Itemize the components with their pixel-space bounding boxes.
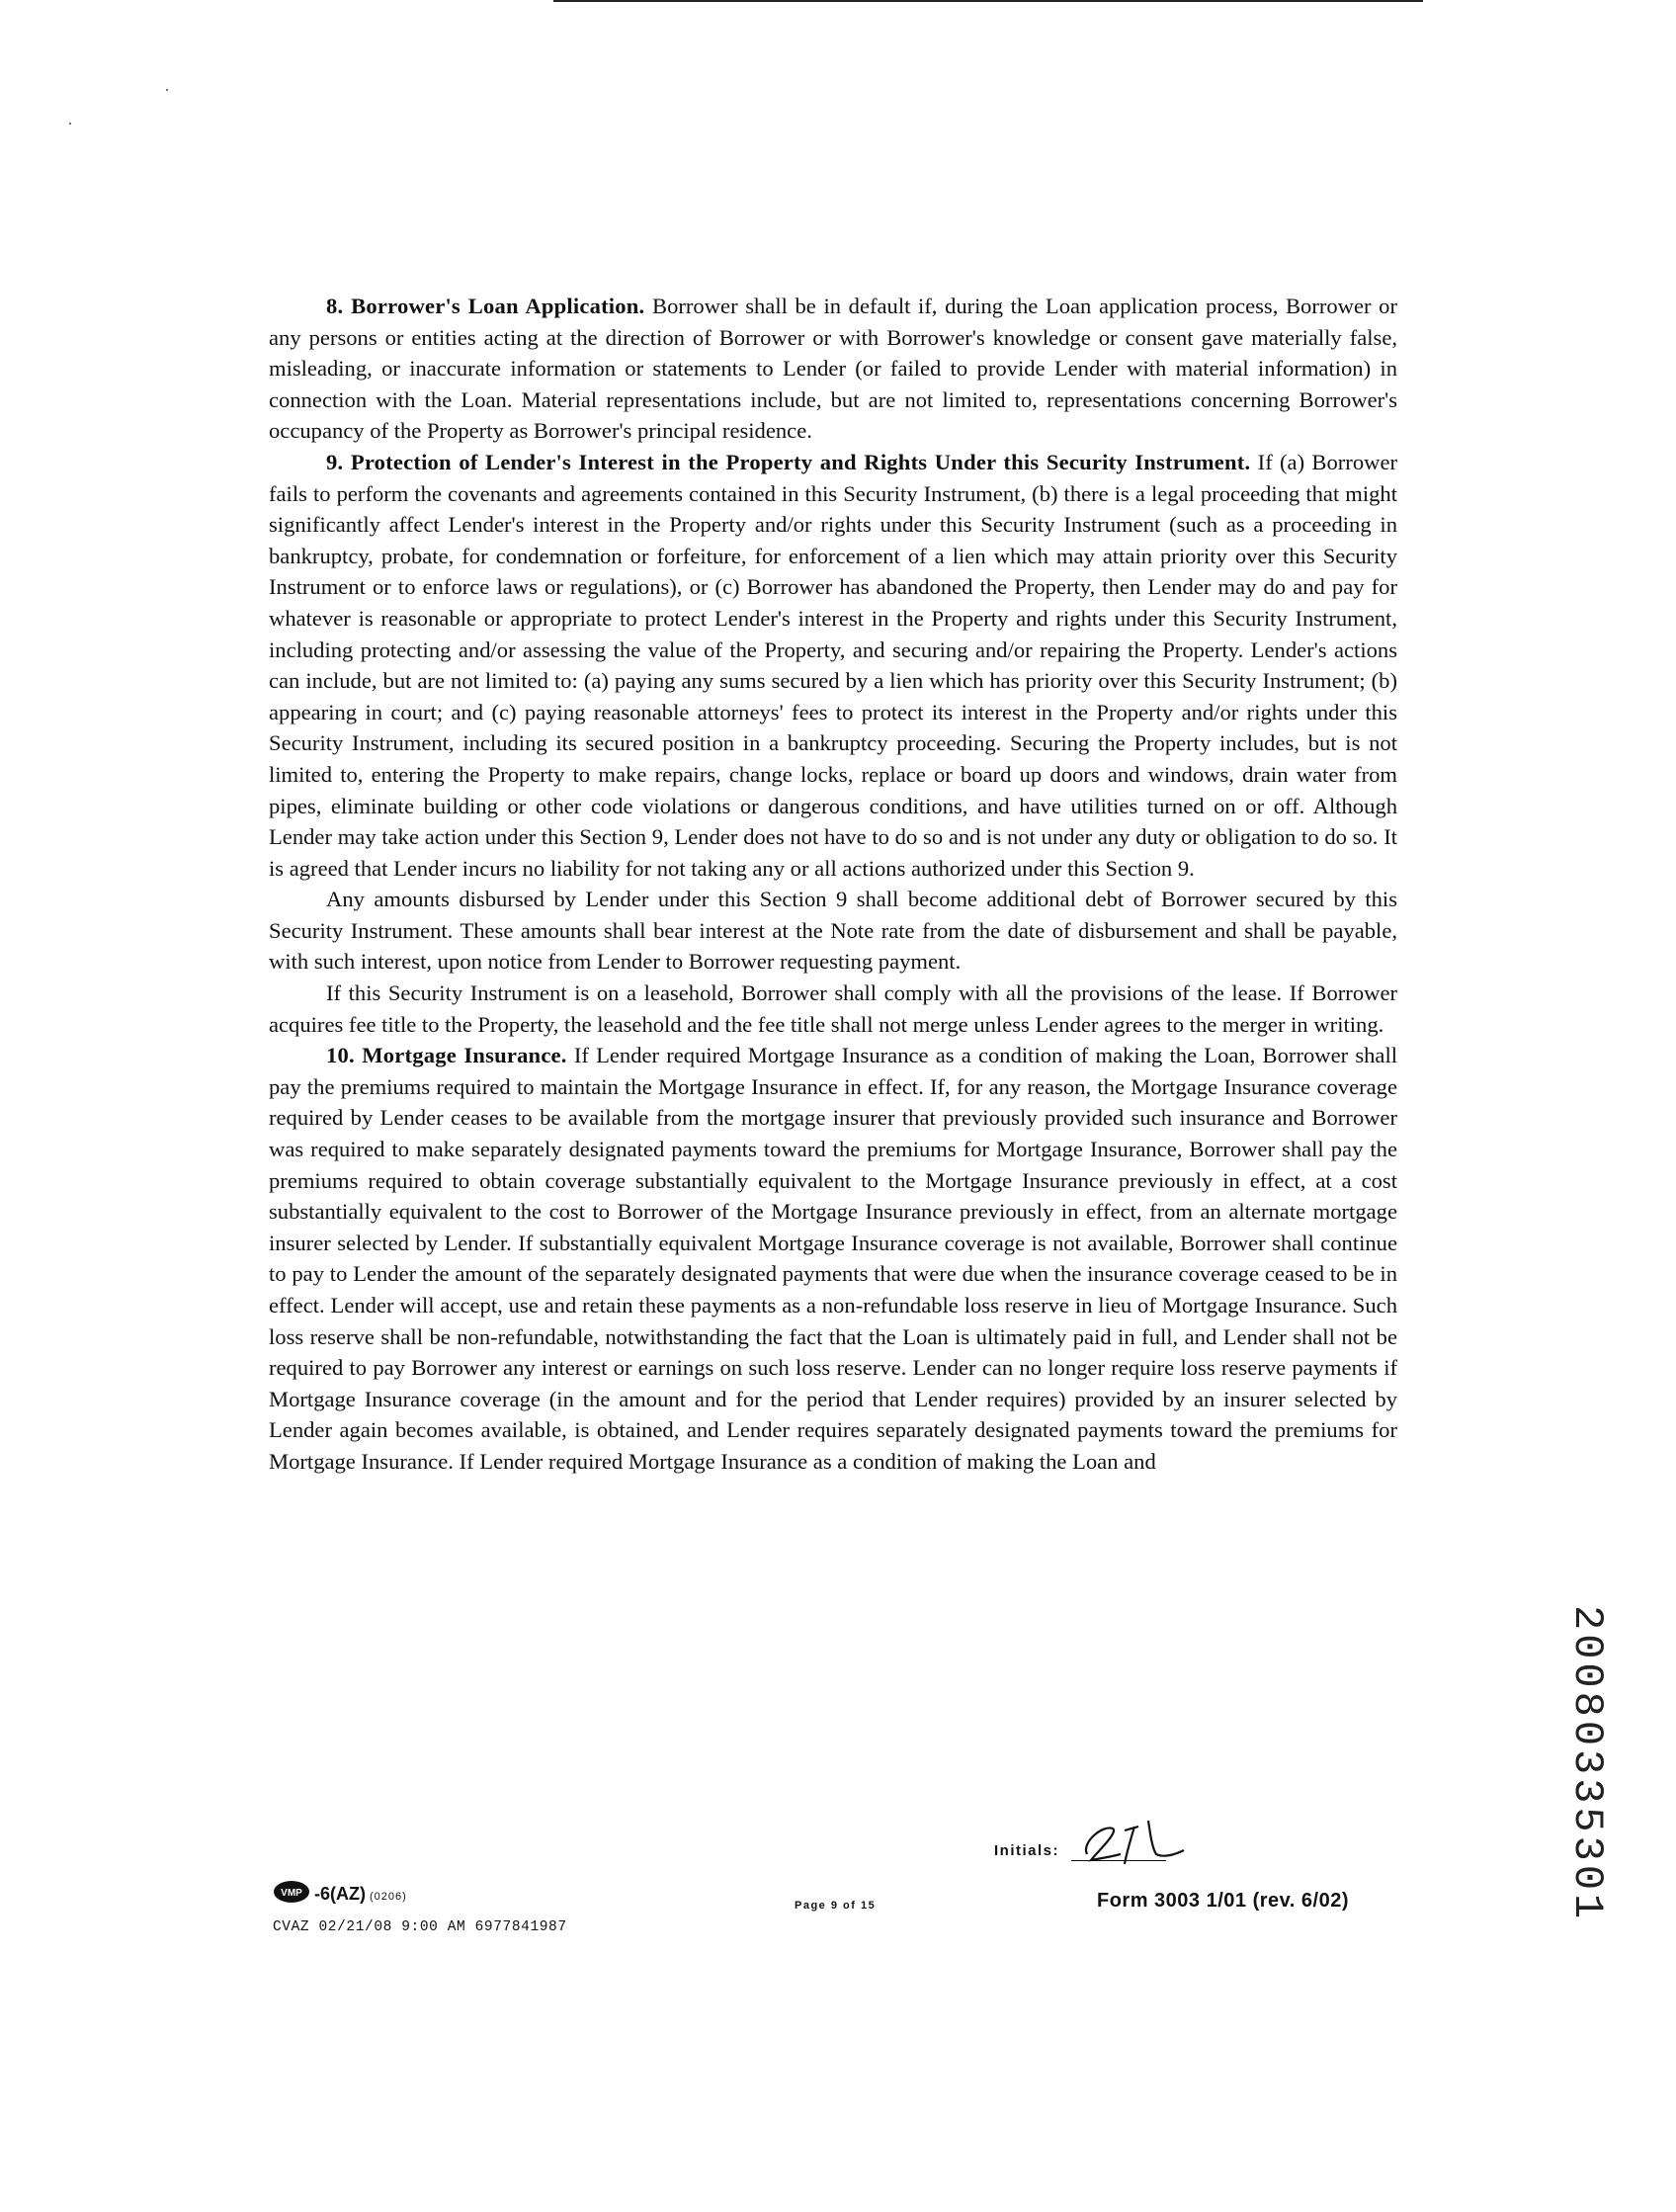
form-code-date: (0206) [370, 1891, 407, 1903]
section-9 [269, 447, 1397, 884]
page-number: Page 9 of 15 [795, 1900, 877, 1912]
initials-signature [1073, 1815, 1231, 1870]
form-number: Form 3003 1/01 (rev. 6/02) [1097, 1890, 1349, 1912]
section-8-heading: 8. Borrower's Loan Application. [326, 294, 645, 318]
vmp-logo-icon [273, 1880, 310, 1904]
section-9-paragraph-3 [269, 978, 1397, 1040]
section-10-text: If Lender required Mortgage Insurance as a condition of making the Loan, Borrower shall pay the premiums required to maintain the Mortgage Insurance in effect. If, for any reason, the Mortgage Insurance coverage required by Lender ceases to be available from the mortgage insurer that previously provided such insurance and Borrower was required to make separately designated payments toward the premiums for Mortgage Insurance, Borrower shall pay the premiums required to obtain coverage substantially equivalent to the Mortgage Insurance previously in effect, at a cost substantially equivalent to the cost to Borrower of the Mortgage Insurance previously in effect, from an alternate mortgage insurer selected by Lender. If substantially equivalent Mortgage Insurance coverage is not available, Borrower shall continue to pay to Lender the amount of the separately designated payments that were due when the insurance coverage ceased to be in effect. Lender will accept, use and retain these payments as a non-refundable loss reserve in lieu of Mortgage Insurance. Such loss reserve shall be non-refundable, notwithstanding the fact that the Loan is ultimately paid in full, and Lender shall not be required to pay Borrower any interest or earnings on such loss reserve. Lender can no longer require loss reserve payments if Mortgage Insurance coverage (in the amount and for the period that Lender requires) provided by an insurer selected by Lender again becomes available, is obtained, and Lender requires separately designated payments toward the premiums for Mortgage Insurance. If Lender required Mortgage Insurance as a condition of making the Loan and [269, 1043, 1397, 1474]
section-9-paragraph-2 [269, 884, 1397, 978]
section-10-heading: 10. Mortgage Insurance. [326, 1043, 567, 1068]
initials-label: Initials: [994, 1842, 1060, 1859]
recording-stamp: 20080335301 [1563, 1605, 1611, 1923]
section-8 [269, 291, 1397, 447]
section-8-text: Borrower shall be in default if, during the Loan application process, Borrower or any persons or entities acting at the direction of Borrower or with Borrower's knowledge or consent gave materially false, misleading, or inaccurate information or statements to Lender (or failed to provide Lender with material information) in connection with the Loan. Material representations include, but are not limited to, representations concerning Borrower's occupancy of the Property as Borrower's principal residence. [269, 294, 1397, 444]
scan-speck [166, 89, 168, 91]
paragraph-text: If this Security Instrument is on a leasehold, Borrower shall comply with all the provisions of the lease. If Borrower acquires fee title to the Property, the leasehold and the fee title shall not merge unless Lender agrees to the merger in writing. [269, 980, 1397, 1037]
section-9-heading: 9. Protection of Lender's Interest in the Property and Rights Under this Security Instrument. [326, 449, 1251, 474]
form-code-value: -6(AZ) [314, 1884, 366, 1904]
vmp-logo-text: VMP [281, 1888, 302, 1899]
scan-speck [69, 123, 71, 125]
section-10 [269, 1040, 1397, 1477]
section-9-text: If (a) Borrower fails to perform the covenants and agreements contained in this Security Instrument, (b) there is a legal proceeding that might significantly affect Lender's interest in the Property and/or rights under this Security Instrument (such as a proceeding in bankruptcy, probate, for condemnation or forfeiture, for enforcement of a lien which may attain priority over this Security Instrument or to enforce laws or regulations), or (c) Borrower has abandoned the Property, then Lender may do and pay for whatever is reasonable or appropriate to protect Lender's interest in the Property and rights under this Security Instrument, including protecting and/or assessing the value of the Property, and securing and/or repairing the Property. Lender's actions can include, but are not limited to: (a) paying any sums secured by a lien which has priority over this Security Instrument; (b) appearing in court; and (c) paying reasonable attorneys' fees to protect its interest in the Property and/or rights under this Security Instrument, including its secured position in a bankruptcy proceeding. Securing the Property includes, but is not limited to, entering the Property to make repairs, change locks, replace or board up doors and windows, drain water from pipes, eliminate building or other code violations or dangerous conditions, and have utilities turned on or off. Although Lender may take action under this Section 9, Lender does not have to do so and is not under any duty or obligation to do so. It is agreed that Lender incurs no liability for not taking any or all actions authorized under this Section 9. [269, 449, 1397, 881]
top-scan-rule [553, 0, 1423, 2]
document-body [269, 291, 1397, 1478]
print-line: CVAZ 02/21/08 9:00 AM 6977841987 [273, 1919, 567, 1935]
initials-block [994, 1815, 1291, 1884]
form-code [314, 1884, 407, 1905]
paragraph-text: Any amounts disbursed by Lender under this Section 9 shall become additional debt of Borrower secured by this Security Instrument. These amounts shall bear interest at the Note rate from the date of disbursement and shall be payable, with such interest, upon notice from Lender to Borrower requesting payment. [269, 887, 1397, 975]
